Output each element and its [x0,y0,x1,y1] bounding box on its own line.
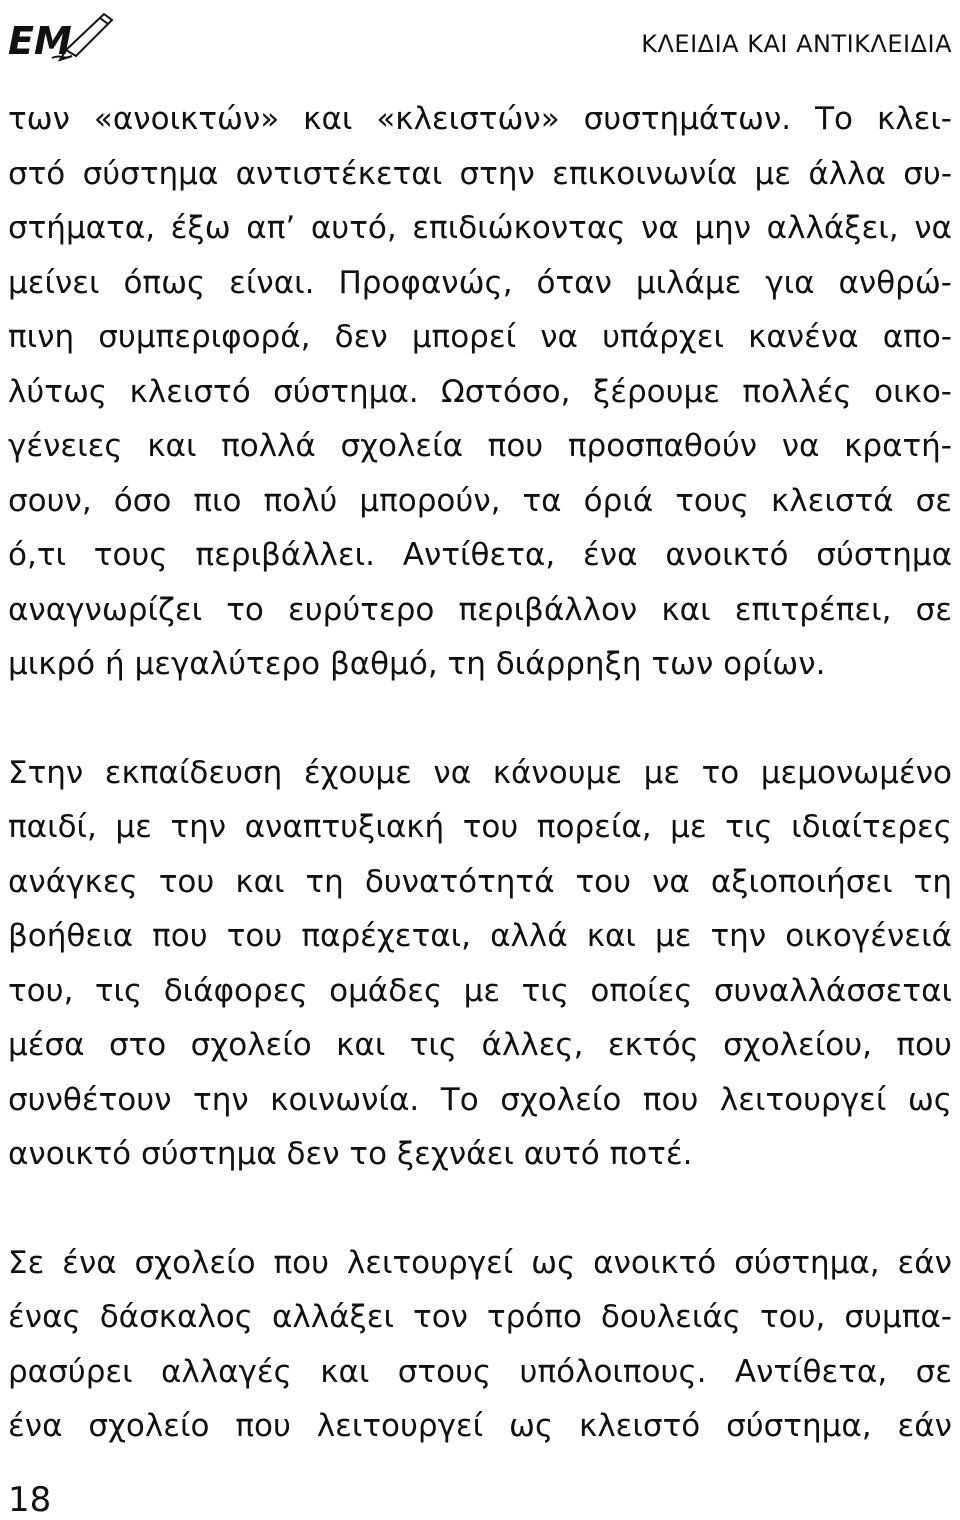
text-line: μικρό ή μεγαλύτερο βαθμό, τη διάρρηξη των ορίων. [8,646,826,682]
text-line: ρασύρει αλλαγές και στους υπόλοιπους. Αντίθετα, σε [8,1353,952,1390]
page-number: 18 [8,1480,52,1520]
paragraph-3 [8,1236,952,1454]
text-line: ανοικτό σύστημα δεν το ξεχνάει αυτό ποτέ. [8,1136,693,1172]
text-line: του, τις διάφορες ομάδες με τις οποίες συναλλάσσεται [8,972,952,1009]
logo-text: ΕΜ [8,19,72,63]
text-line: βοήθεια που του παρέχεται, αλλά και με την οικογένειά [8,918,952,954]
text-line: στήματα, έξω απ’ αυτό, επιδιώκοντας να μην αλλάξει, να [8,210,952,246]
paragraph-2 [8,746,952,1182]
text-line: παιδί, με την αναπτυξιακή του πορεία, με τις ιδιαίτερες [8,809,952,845]
text-line: Στην εκπαίδευση έχουμε να κάνουμε με το μεμονωμένο [8,754,952,791]
text-line: πινη συμπεριφορά, δεν μπορεί να υπάρχει κανένα απο- [8,319,952,355]
text-line: λύτως κλειστό σύστημα. Ωστόσο, ξέρουμε πολλές οικο- [8,373,952,410]
paragraph-1 [8,92,952,692]
publisher-logo [8,6,118,64]
text-line: των «ανοικτών» και «κλειστών» συστημάτων. Το κλει- [8,101,952,137]
text-line: ανάγκες του και τη δυνατότητά του να αξιοποιήσει τη [8,863,952,900]
text-line: συνθέτουν την κοινωνία. Το σχολείο που λειτουργεί ως [8,1081,952,1118]
text-line: σουν, όσο πιο πολύ μπορούν, τα όριά τους κλειστά σε [8,482,952,519]
text-line: Σε ένα σχολείο που λειτουργεί ως ανοικτό σύστημα, εάν [8,1244,952,1281]
text-line: γένειες και πολλά σχολεία που προσπαθούν να κρατή- [8,428,952,464]
text-line: μείνει όπως είναι. Προφανώς, όταν μιλάμε για ανθρώ- [8,264,952,301]
text-line: ό,τι τους περιβάλλει. Αντίθετα, ένα ανοικτό σύστημα [8,537,952,573]
text-line: στό σύστημα αντιστέκεται στην επικοινωνία με άλλα συ- [8,155,952,192]
text-line: αναγνωρίζει το ευρύτερο περιβάλλον και επιτρέπει, σε [8,591,952,628]
text-line: μέσα στο σχολείο και τις άλλες, εκτός σχολείου, που [8,1027,952,1063]
running-header: ΚΛΕΙΔΙΑ ΚΑΙ ΑΝΤΙΚΛΕΙΔΙΑ [641,30,952,58]
text-line: ένας δάσκαλος αλλάξει τον τρόπο δουλειάς του, συμπα- [8,1299,952,1335]
text-line: ένα σχολείο που λειτουργεί ως κλειστό σύστημα, εάν [8,1408,952,1444]
body-text [8,92,952,1454]
